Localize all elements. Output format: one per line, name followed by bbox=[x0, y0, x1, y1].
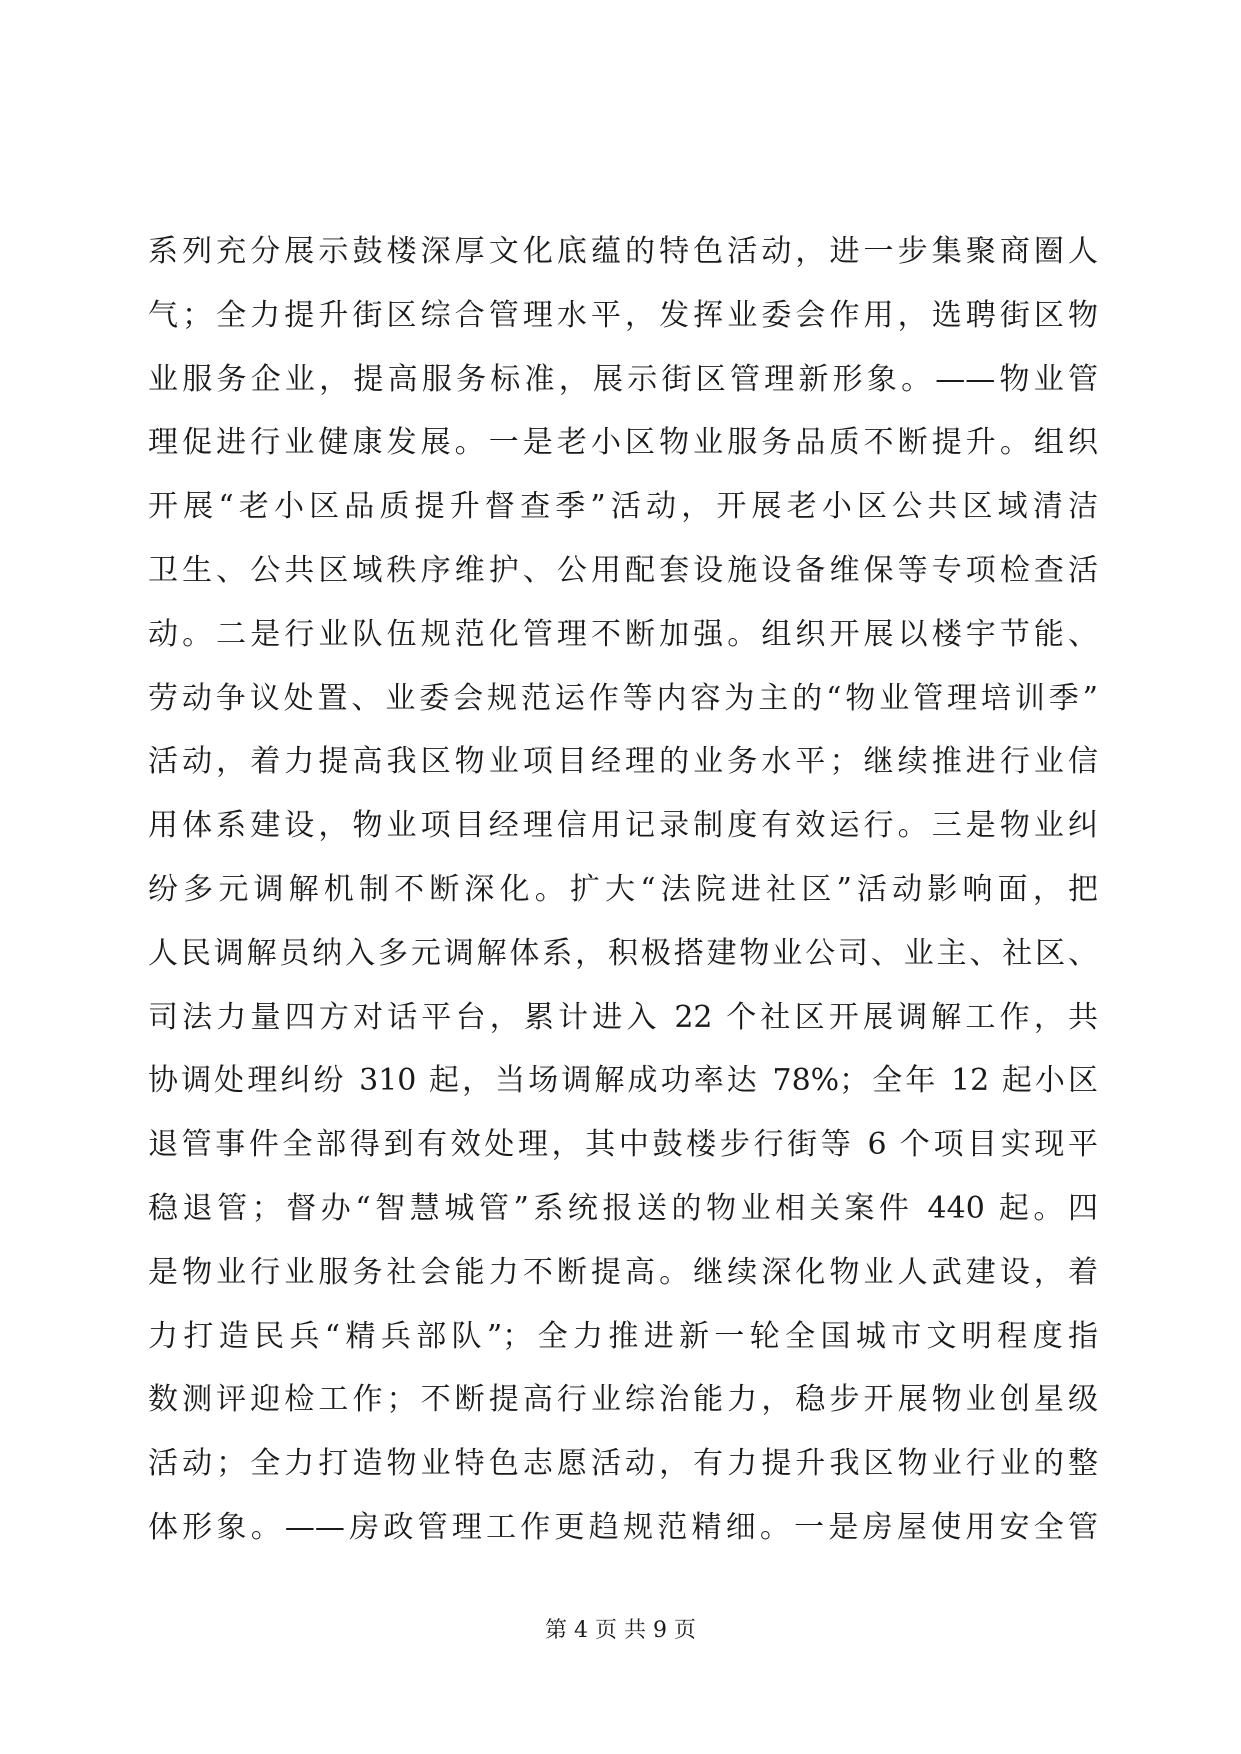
document-body bbox=[148, 232, 1098, 1572]
text-line: 理促进行业健康发展。一是老小区物业服务品质不断提升。组织 bbox=[148, 425, 1098, 461]
text-line: 是物业行业服务社会能力不断提高。继续深化物业人武建设，着 bbox=[148, 1254, 1098, 1290]
text-line: 协调处理纠纷 310 起，当场调解成功率达 78%；全年 12 起小区 bbox=[148, 1063, 1098, 1099]
text-line: 力打造民兵“精兵部队”；全力推进新一轮全国城市文明程度指 bbox=[148, 1318, 1098, 1354]
text-line: 系列充分展示鼓楼深厚文化底蕴的特色活动，进一步集聚商圈人 bbox=[148, 234, 1098, 269]
text-line: 气；全力提升街区综合管理水平，发挥业委会作用，选聘街区物 bbox=[148, 297, 1098, 333]
text-line: 稳退管；督办“智慧城管”系统报送的物业相关案件 440 起。四 bbox=[148, 1190, 1098, 1226]
text-line: 用体系建设，物业项目经理信用记录制度有效运行。三是物业纠 bbox=[148, 808, 1098, 844]
text-line: 活动，着力提高我区物业项目经理的业务水平；继续推进行业信 bbox=[148, 744, 1098, 780]
text-line: 动。二是行业队伍规范化管理不断加强。组织开展以楼宇节能、 bbox=[148, 616, 1098, 652]
text-line: 体形象。——房政管理工作更趋规范精细。一是房屋使用安全管 bbox=[148, 1509, 1098, 1545]
text-line: 人民调解员纳入多元调解体系，积极搭建物业公司、业主、社区、 bbox=[148, 935, 1098, 971]
text-line: 退管事件全部得到有效处理，其中鼓楼步行街等 6 个项目实现平 bbox=[148, 1127, 1098, 1163]
text-line: 卫生、公共区域秩序维护、公用配套设施设备维保等专项检查活 bbox=[148, 552, 1098, 588]
text-line: 劳动争议处置、业委会规范运作等内容为主的“物业管理培训季” bbox=[148, 680, 1098, 716]
text-line: 数测评迎检工作；不断提高行业综治能力，稳步开展物业创星级 bbox=[148, 1382, 1098, 1418]
text-line: 司法力量四方对话平台，累计进入 22 个社区开展调解工作，共 bbox=[148, 999, 1098, 1035]
text-line: 纷多元调解机制不断深化。扩大“法院进社区”活动影响面，把 bbox=[148, 871, 1098, 907]
text-line: 业服务企业，提高服务标准，展示街区管理新形象。——物业管 bbox=[148, 361, 1098, 397]
page-number-footer: 第 4 页 共 9 页 bbox=[545, 1618, 696, 1643]
text-line: 活动；全力打造物业特色志愿活动，有力提升我区物业行业的整 bbox=[148, 1446, 1098, 1482]
text-line: 开展“老小区品质提升督查季”活动，开展老小区公共区域清洁 bbox=[148, 489, 1098, 525]
